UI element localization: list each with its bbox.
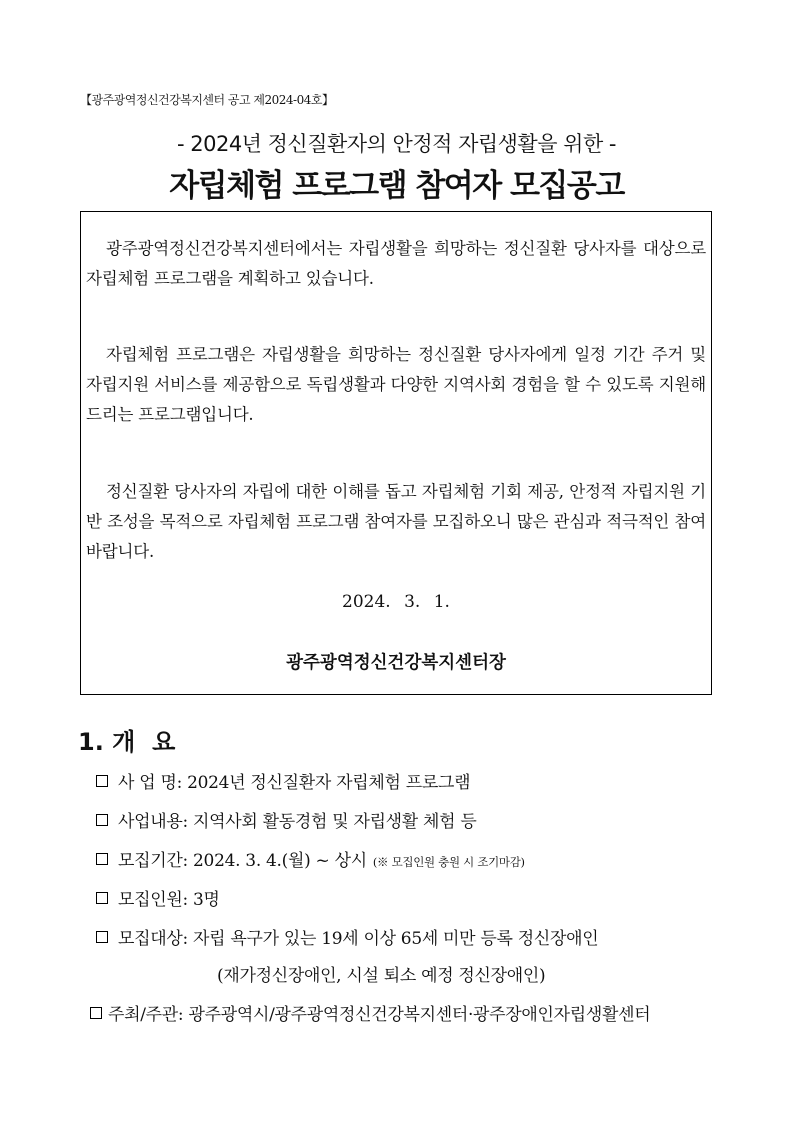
item-label: 모집대상:: [118, 929, 188, 949]
overview-item-recruit-target: [96, 924, 598, 949]
item-value: 3명: [193, 890, 220, 910]
checkbox-icon: [96, 892, 108, 904]
item-label: 사 업 명:: [118, 773, 183, 793]
overview-item-recruit-target-sub: (재가정신장애인, 시설 퇴소 예정 정신장애인): [217, 966, 546, 986]
overview-item-project-name: [96, 768, 470, 793]
checkbox-icon: [96, 853, 108, 865]
overview-item-organizer: [90, 1000, 650, 1025]
item-label: 주최/주관:: [108, 1005, 184, 1025]
item-note: (※ 모집인원 충원 시 조기마감): [372, 855, 525, 869]
item-value: 지역사회 활동경험 및 자립생활 체험 등: [193, 812, 477, 832]
overview-item-recruit-count: [96, 885, 220, 910]
intro-paragraph-3: 정신질환 당사자의 자립에 대한 이해를 돕고 자립체험 기회 제공, 안정적 자립지원 기반 조성을 목적으로 자립체험 프로그램 참여자를 모집하오니 많은 관심과 적극적인 참여 바랍니다.: [86, 482, 706, 561]
item-value: 광주광역시/광주광역정신건강복지센터·광주장애인자립생활센터: [188, 1005, 651, 1025]
subtitle: - 2024년 정신질환자의 안정적 자립생활을 위한 -: [176, 132, 616, 156]
item-value: 자립 욕구가 있는 19세 이상 65세 미만 등록 정신장애인: [193, 929, 599, 949]
item-label: 모집기간:: [118, 851, 188, 871]
checkbox-icon: [96, 931, 108, 943]
checkbox-icon: [96, 814, 108, 826]
item-label: 사업내용:: [118, 812, 188, 832]
intro-box: [80, 211, 712, 695]
checkbox-icon: [96, 775, 108, 787]
checkbox-icon: [90, 1007, 102, 1019]
page-title: 자립체험 프로그램 참여자 모집공고: [169, 168, 624, 204]
notice-number: 【광주광역정신건강복지센터 공고 제2024-04호】: [80, 93, 334, 107]
item-value: 2024. 3. 4.(월) ~ 상시: [193, 851, 367, 871]
item-value: 2024년 정신질환자 자립체험 프로그램: [187, 773, 471, 793]
overview-item-project-content: [96, 807, 477, 832]
intro-paragraph-2: 자립체험 프로그램은 자립생활을 희망하는 정신질환 당사자에게 일정 기간 주거 및 자립지원 서비스를 제공함으로 독립생활과 다양한 지역사회 경험을 할 수 있도록 지원해 드리는 프로그램입니다.: [86, 345, 706, 424]
overview-item-recruit-period: [96, 846, 525, 871]
signer: 광주광역정신건강복지센터장: [286, 653, 506, 673]
notice-date: 2024. 3. 1.: [342, 592, 450, 612]
item-label: 모집인원:: [118, 890, 188, 910]
section-heading-overview: 1. 개 요: [78, 728, 176, 756]
intro-paragraph-1: 광주광역정신건강복지센터에서는 자립생활을 희망하는 정신질환 당사자를 대상으로 자립체험 프로그램을 계획하고 있습니다.: [86, 239, 706, 288]
